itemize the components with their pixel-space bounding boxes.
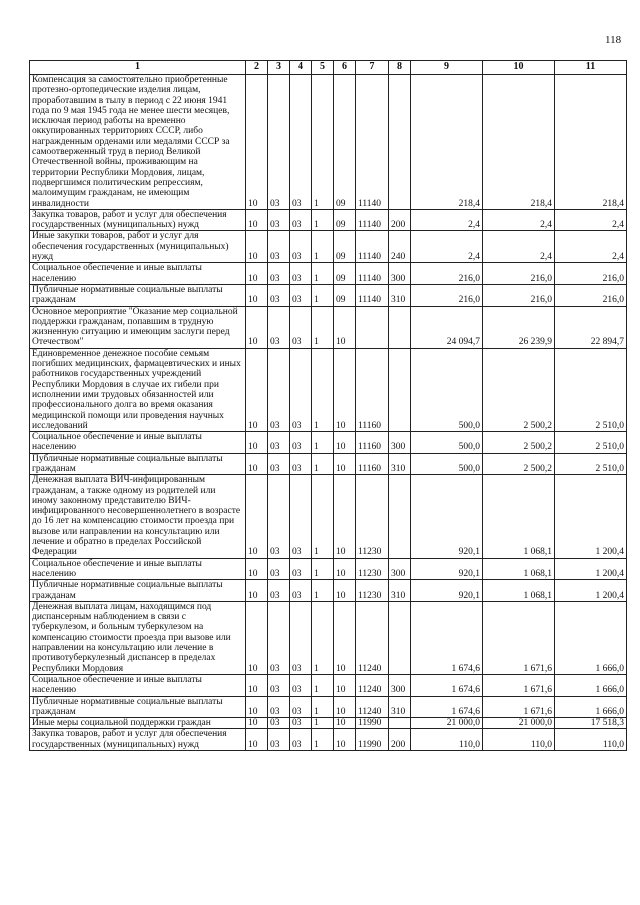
section-code-cell: 10 (246, 696, 268, 718)
subsection-code-cell: 03 (268, 729, 290, 751)
subsection-code-cell: 03 (268, 558, 290, 580)
expense-type-cell: 300 (389, 432, 411, 454)
section-code-cell: 10 (246, 432, 268, 454)
header-cell: 3 (268, 61, 290, 75)
table-row (30, 696, 627, 718)
table-row (30, 284, 627, 306)
amount-col9-cell: 500,0 (411, 453, 483, 475)
program-code-cell: 03 (290, 696, 312, 718)
amount-col10-cell: 2 500,2 (483, 453, 555, 475)
table-row (30, 263, 627, 285)
event-code-cell: 09 (334, 209, 356, 231)
subprogram-code-cell: 1 (312, 601, 334, 674)
section-code-cell: 10 (246, 674, 268, 696)
expense-type-cell (389, 348, 411, 431)
amount-col11-cell: 218,4 (555, 75, 627, 210)
subsection-code-cell: 03 (268, 231, 290, 263)
event-code-cell: 10 (334, 558, 356, 580)
table-row (30, 75, 627, 210)
expense-type-cell (389, 306, 411, 348)
header-cell: 9 (411, 61, 483, 75)
header-cell: 8 (389, 61, 411, 75)
subprogram-code-cell: 1 (312, 718, 334, 729)
program-code-cell: 03 (290, 75, 312, 210)
row-name-cell: Единовременное денежное пособие семьям погибших медицинских, фармацевтических и иных работников государственных учреждений Республики Мордовия в случае их гибели при исполнении ими трудовых обязанностей или профессионального долга во время оказания медицинской помощи или проведения научных исследований (30, 348, 246, 431)
amount-col10-cell: 110,0 (483, 729, 555, 751)
header-cell: 1 (30, 61, 246, 75)
subsection-code-cell: 03 (268, 284, 290, 306)
amount-col9-cell: 1 674,6 (411, 601, 483, 674)
direction-code-cell: 11140 (356, 284, 389, 306)
section-code-cell: 10 (246, 209, 268, 231)
subprogram-code-cell: 1 (312, 284, 334, 306)
direction-code-cell: 11140 (356, 263, 389, 285)
row-name-cell: Компенсация за самостоятельно приобретенные протезно-ортопедические изделия лицам, проработавшим в тылу в период с 22 июня 1941 года по 9 мая 1945 года не менее шести месяцев, исключая период работы на временно оккупированных территориях СССР, либо награжденным орденами или медалями СССР за самоотверженный труд в период Великой Отечественной войны, проживающим на территории Республики Мордовия, лицам, подвергшимся политическим репрессиям, малоимущим гражданам, не имеющим инвалидности (30, 75, 246, 210)
amount-col9-cell: 216,0 (411, 263, 483, 285)
expense-type-cell (389, 475, 411, 558)
amount-col10-cell: 1 671,6 (483, 696, 555, 718)
table-row (30, 348, 627, 431)
table-row (30, 432, 627, 454)
subsection-code-cell: 03 (268, 601, 290, 674)
subsection-code-cell: 03 (268, 432, 290, 454)
amount-col10-cell: 2,4 (483, 231, 555, 263)
section-code-cell: 10 (246, 601, 268, 674)
table-row (30, 453, 627, 475)
direction-code-cell: 11230 (356, 475, 389, 558)
program-code-cell: 03 (290, 601, 312, 674)
expense-type-cell: 310 (389, 580, 411, 602)
amount-col10-cell: 1 068,1 (483, 580, 555, 602)
amount-col11-cell: 17 518,3 (555, 718, 627, 729)
section-code-cell: 10 (246, 580, 268, 602)
expense-type-cell: 200 (389, 729, 411, 751)
row-name-cell: Социальное обеспечение и иные выплаты населению (30, 432, 246, 454)
expense-type-cell (389, 601, 411, 674)
direction-code-cell: 11990 (356, 718, 389, 729)
header-cell: 10 (483, 61, 555, 75)
section-code-cell: 10 (246, 231, 268, 263)
amount-col11-cell: 2,4 (555, 209, 627, 231)
amount-col11-cell: 22 894,7 (555, 306, 627, 348)
amount-col10-cell: 2,4 (483, 209, 555, 231)
table-row (30, 209, 627, 231)
row-name-cell: Денежная выплата лицам, находящимся под диспансерным наблюдением в связи с туберкулезом, и больным туберкулезом на компенсацию стоимости проезда при вызове или направлении на консультацию или лечение в противотуберкулезный диспансер в пределах Республики Мордовия (30, 601, 246, 674)
program-code-cell: 03 (290, 718, 312, 729)
table-row (30, 306, 627, 348)
table-row (30, 674, 627, 696)
section-code-cell: 10 (246, 453, 268, 475)
amount-col9-cell: 2,4 (411, 209, 483, 231)
subprogram-code-cell: 1 (312, 696, 334, 718)
event-code-cell: 09 (334, 263, 356, 285)
amount-col9-cell: 920,1 (411, 475, 483, 558)
direction-code-cell: 11990 (356, 729, 389, 751)
subsection-code-cell: 03 (268, 475, 290, 558)
amount-col10-cell: 26 239,9 (483, 306, 555, 348)
direction-code-cell: 11160 (356, 453, 389, 475)
program-code-cell: 03 (290, 231, 312, 263)
amount-col11-cell: 2 510,0 (555, 348, 627, 431)
amount-col11-cell: 216,0 (555, 284, 627, 306)
amount-col11-cell: 1 200,4 (555, 475, 627, 558)
amount-col10-cell: 21 000,0 (483, 718, 555, 729)
amount-col9-cell: 216,0 (411, 284, 483, 306)
event-code-cell: 10 (334, 674, 356, 696)
event-code-cell: 10 (334, 306, 356, 348)
amount-col9-cell: 2,4 (411, 231, 483, 263)
direction-code-cell: 11240 (356, 696, 389, 718)
section-code-cell: 10 (246, 284, 268, 306)
amount-col11-cell: 216,0 (555, 263, 627, 285)
expense-type-cell: 300 (389, 558, 411, 580)
row-name-cell: Закупка товаров, работ и услуг для обеспечения государственных (муниципальных) нужд (30, 209, 246, 231)
event-code-cell: 09 (334, 75, 356, 210)
row-name-cell: Социальное обеспечение и иные выплаты населению (30, 263, 246, 285)
expense-type-cell (389, 718, 411, 729)
section-code-cell: 10 (246, 75, 268, 210)
header-cell: 5 (312, 61, 334, 75)
expense-type-cell: 310 (389, 696, 411, 718)
subprogram-code-cell: 1 (312, 231, 334, 263)
expense-type-cell: 300 (389, 674, 411, 696)
amount-col10-cell: 1 671,6 (483, 601, 555, 674)
section-code-cell: 10 (246, 348, 268, 431)
row-name-cell: Публичные нормативные социальные выплаты гражданам (30, 696, 246, 718)
program-code-cell: 03 (290, 263, 312, 285)
event-code-cell: 09 (334, 231, 356, 263)
expense-type-cell: 310 (389, 284, 411, 306)
section-code-cell: 10 (246, 475, 268, 558)
amount-col11-cell: 2 510,0 (555, 432, 627, 454)
table-header-row (30, 61, 627, 75)
section-code-cell: 10 (246, 718, 268, 729)
page-number: 118 (605, 34, 622, 46)
amount-col10-cell: 216,0 (483, 263, 555, 285)
program-code-cell: 03 (290, 209, 312, 231)
event-code-cell: 10 (334, 432, 356, 454)
table-row (30, 729, 627, 751)
amount-col9-cell: 500,0 (411, 432, 483, 454)
program-code-cell: 03 (290, 674, 312, 696)
subsection-code-cell: 03 (268, 348, 290, 431)
program-code-cell: 03 (290, 453, 312, 475)
direction-code-cell: 11140 (356, 231, 389, 263)
direction-code-cell: 11140 (356, 75, 389, 210)
direction-code-cell: 11240 (356, 674, 389, 696)
section-code-cell: 10 (246, 306, 268, 348)
row-name-cell: Денежная выплата ВИЧ-инфицированным гражданам, а также одному из родителей или иному законному представителю ВИЧ-инфицированного несовершеннолетнего в возрасте до 16 лет на компенсацию стоимости проезда при вызове или направлении на консультацию или лечение и обратно в пределах Российской Федерации (30, 475, 246, 558)
amount-col9-cell: 920,1 (411, 580, 483, 602)
subprogram-code-cell: 1 (312, 263, 334, 285)
direction-code-cell: 11230 (356, 580, 389, 602)
event-code-cell: 10 (334, 729, 356, 751)
subprogram-code-cell: 1 (312, 209, 334, 231)
expense-type-cell: 310 (389, 453, 411, 475)
budget-table (29, 60, 627, 751)
amount-col10-cell: 218,4 (483, 75, 555, 210)
subsection-code-cell: 03 (268, 580, 290, 602)
table-row (30, 558, 627, 580)
amount-col11-cell: 1 200,4 (555, 558, 627, 580)
expense-type-cell (389, 75, 411, 210)
amount-col11-cell: 2 510,0 (555, 453, 627, 475)
expense-type-cell: 240 (389, 231, 411, 263)
header-cell: 2 (246, 61, 268, 75)
amount-col10-cell: 216,0 (483, 284, 555, 306)
event-code-cell: 10 (334, 696, 356, 718)
direction-code-cell: 11160 (356, 348, 389, 431)
row-name-cell: Публичные нормативные социальные выплаты гражданам (30, 284, 246, 306)
subsection-code-cell: 03 (268, 718, 290, 729)
row-name-cell: Социальное обеспечение и иные выплаты населению (30, 674, 246, 696)
table-row (30, 601, 627, 674)
amount-col9-cell: 500,0 (411, 348, 483, 431)
subprogram-code-cell: 1 (312, 475, 334, 558)
direction-code-cell: 11140 (356, 209, 389, 231)
amount-col9-cell: 920,1 (411, 558, 483, 580)
header-cell: 4 (290, 61, 312, 75)
table-row (30, 718, 627, 729)
program-code-cell: 03 (290, 348, 312, 431)
header-cell: 7 (356, 61, 389, 75)
event-code-cell: 09 (334, 284, 356, 306)
amount-col11-cell: 1 200,4 (555, 580, 627, 602)
subsection-code-cell: 03 (268, 674, 290, 696)
subsection-code-cell: 03 (268, 209, 290, 231)
amount-col11-cell: 1 666,0 (555, 696, 627, 718)
event-code-cell: 10 (334, 475, 356, 558)
event-code-cell: 10 (334, 348, 356, 431)
subprogram-code-cell: 1 (312, 674, 334, 696)
section-code-cell: 10 (246, 263, 268, 285)
subprogram-code-cell: 1 (312, 729, 334, 751)
table-row (30, 231, 627, 263)
subprogram-code-cell: 1 (312, 306, 334, 348)
subprogram-code-cell: 1 (312, 75, 334, 210)
subprogram-code-cell: 1 (312, 348, 334, 431)
header-cell: 11 (555, 61, 627, 75)
subprogram-code-cell: 1 (312, 558, 334, 580)
program-code-cell: 03 (290, 432, 312, 454)
subsection-code-cell: 03 (268, 453, 290, 475)
amount-col10-cell: 1 068,1 (483, 558, 555, 580)
amount-col9-cell: 21 000,0 (411, 718, 483, 729)
table-row (30, 580, 627, 602)
amount-col11-cell: 2,4 (555, 231, 627, 263)
row-name-cell: Публичные нормативные социальные выплаты гражданам (30, 580, 246, 602)
row-name-cell: Иные меры социальной поддержки граждан (30, 718, 246, 729)
subsection-code-cell: 03 (268, 263, 290, 285)
amount-col10-cell: 2 500,2 (483, 348, 555, 431)
amount-col11-cell: 1 666,0 (555, 674, 627, 696)
subsection-code-cell: 03 (268, 306, 290, 348)
row-name-cell: Публичные нормативные социальные выплаты гражданам (30, 453, 246, 475)
direction-code-cell (356, 306, 389, 348)
row-name-cell: Социальное обеспечение и иные выплаты населению (30, 558, 246, 580)
header-cell: 6 (334, 61, 356, 75)
program-code-cell: 03 (290, 580, 312, 602)
subsection-code-cell: 03 (268, 75, 290, 210)
amount-col10-cell: 1 068,1 (483, 475, 555, 558)
program-code-cell: 03 (290, 475, 312, 558)
row-name-cell: Закупка товаров, работ и услуг для обеспечения государственных (муниципальных) нужд (30, 729, 246, 751)
expense-type-cell: 300 (389, 263, 411, 285)
event-code-cell: 10 (334, 718, 356, 729)
row-name-cell: Основное мероприятие "Оказание мер социальной поддержки гражданам, попавшим в трудную жизненную ситуацию и имеющим заслуги перед Отечеством" (30, 306, 246, 348)
amount-col9-cell: 110,0 (411, 729, 483, 751)
subprogram-code-cell: 1 (312, 580, 334, 602)
row-name-cell: Иные закупки товаров, работ и услуг для обеспечения государственных (муниципальных) нужд (30, 231, 246, 263)
amount-col9-cell: 218,4 (411, 75, 483, 210)
program-code-cell: 03 (290, 729, 312, 751)
program-code-cell: 03 (290, 306, 312, 348)
event-code-cell: 10 (334, 453, 356, 475)
amount-col9-cell: 1 674,6 (411, 674, 483, 696)
amount-col9-cell: 1 674,6 (411, 696, 483, 718)
subprogram-code-cell: 1 (312, 432, 334, 454)
program-code-cell: 03 (290, 558, 312, 580)
amount-col11-cell: 110,0 (555, 729, 627, 751)
subsection-code-cell: 03 (268, 696, 290, 718)
amount-col11-cell: 1 666,0 (555, 601, 627, 674)
subprogram-code-cell: 1 (312, 453, 334, 475)
expense-type-cell: 200 (389, 209, 411, 231)
direction-code-cell: 11240 (356, 601, 389, 674)
amount-col10-cell: 2 500,2 (483, 432, 555, 454)
section-code-cell: 10 (246, 729, 268, 751)
table-row (30, 475, 627, 558)
amount-col9-cell: 24 094,7 (411, 306, 483, 348)
direction-code-cell: 11160 (356, 432, 389, 454)
direction-code-cell: 11230 (356, 558, 389, 580)
amount-col10-cell: 1 671,6 (483, 674, 555, 696)
program-code-cell: 03 (290, 284, 312, 306)
event-code-cell: 10 (334, 601, 356, 674)
event-code-cell: 10 (334, 580, 356, 602)
section-code-cell: 10 (246, 558, 268, 580)
